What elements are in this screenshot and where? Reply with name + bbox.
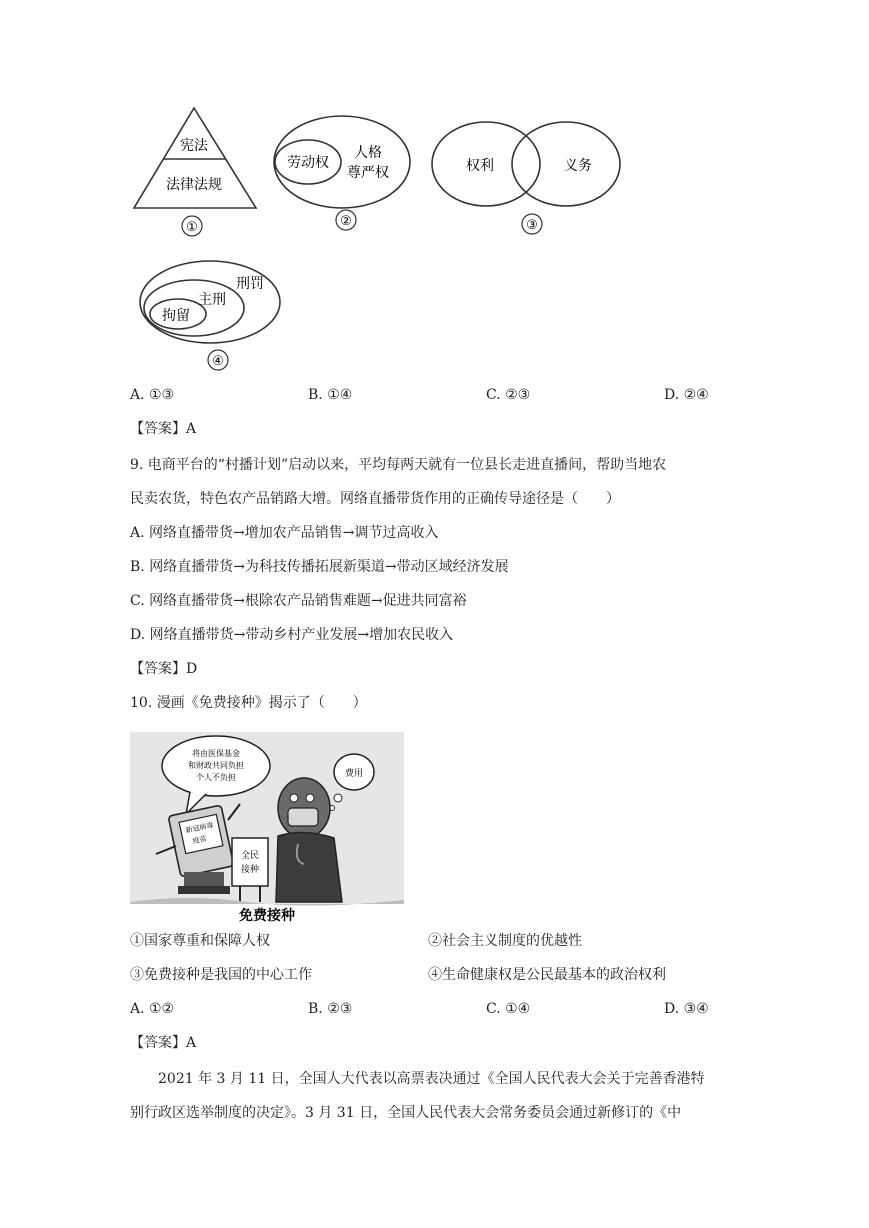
q8-option-c[interactable]: C. ②③ [486, 387, 531, 403]
diagram-3-venn [428, 116, 626, 238]
q8-option-a[interactable]: A. ①③ [130, 387, 175, 403]
diagram-2-outer-label-1: 人格 [354, 145, 382, 161]
diagram-4-number: ④ [212, 354, 224, 369]
cartoon-sign-line-2: 接种 [240, 865, 260, 875]
diagram-2-inner-label: 劳动权 [287, 155, 329, 171]
q9-stem-line-2: 民卖农货，特色农产品销路大增。网络直播带货作用的正确传导途径是（ ） [130, 491, 620, 507]
q10-statement-4: ④生命健康权是公民最基本的政治权利 [428, 967, 666, 983]
cartoon-machine-label-1: 新冠病毒 [185, 821, 215, 835]
q10-statement-2: ②社会主义制度的优越性 [428, 933, 582, 949]
passage-line-1: 2021 年 3 月 11 日，全国人大代表以高票表决通过《全国人民代表大会关于完善香港特 [158, 1071, 705, 1087]
cartoon-machine-label-2: 疫苗 [191, 834, 208, 846]
diagram-2-number: ② [340, 214, 352, 229]
diagram-4-middle-label: 主刑 [198, 292, 226, 308]
diagram-1-bottom-label: 法律法规 [166, 177, 222, 193]
q10-cartoon-free-vaccination [128, 724, 406, 926]
cartoon-bubble-line-2: 和财政共同负担 [188, 761, 244, 770]
cartoon-bubble-line-3: 个人不负担 [196, 773, 236, 782]
cartoon-caption: 免费接种 [239, 908, 295, 924]
q10-option-c[interactable]: C. ①④ [486, 1001, 531, 1017]
q10-answer: 【答案】A [130, 1035, 197, 1051]
q9-option-a[interactable]: A. 网络直播带货→增加农产品销售→调节过高收入 [130, 525, 439, 541]
diagram-2-outer-label-2: 尊严权 [347, 165, 389, 181]
q9-option-c[interactable]: C. 网络直播带货→根除农产品销售难题→促进共同富裕 [130, 593, 467, 609]
q9-answer: 【答案】D [130, 661, 198, 677]
diagram-4-nested [138, 258, 286, 374]
diagram-2-ellipses [270, 112, 414, 234]
q10-option-d[interactable]: D. ③④ [664, 1001, 709, 1017]
diagram-3-number: ③ [526, 218, 538, 233]
q10-statement-1: ①国家尊重和保障人权 [130, 933, 270, 949]
diagram-4-outer-label: 刑罚 [236, 276, 264, 292]
q10-stem: 10. 漫画《免费接种》揭示了（ ） [130, 695, 367, 711]
passage-line-2: 别行政区选举制度的决定》。3 月 31 日，全国人民代表大会常务委员会通过新修订的《中 [130, 1105, 682, 1121]
cartoon-thought-bubble: 费用 [344, 769, 364, 779]
q10-option-b[interactable]: B. ②③ [308, 1001, 353, 1017]
q9-stem-line-1: 9. 电商平台的“村播计划”启动以来，平均每两天就有一位县长走进直播间，帮助当地农 [130, 457, 667, 473]
q9-option-b[interactable]: B. 网络直播带货→为科技传播拓展新渠道→带动区域经济发展 [130, 559, 509, 575]
cartoon-sign-line-1: 全民 [240, 851, 260, 861]
q8-answer: 【答案】A [130, 421, 197, 437]
diagram-1-number: ① [186, 220, 198, 235]
cartoon-bubble-line-1: 将由医保基金 [192, 749, 240, 758]
diagram-3-left-label: 权利 [466, 158, 494, 174]
diagram-1-top-label: 宪法 [180, 138, 208, 154]
q8-option-b[interactable]: B. ①④ [308, 387, 353, 403]
diagram-1-pyramid [130, 104, 260, 240]
q10-statement-3: ③免费接种是我国的中心工作 [130, 967, 312, 983]
diagram-3-right-label: 义务 [564, 158, 592, 174]
q9-option-d[interactable]: D. 网络直播带货→带动乡村产业发展→增加农民收入 [130, 627, 454, 643]
diagram-4-inner-label: 拘留 [162, 308, 190, 324]
q8-option-d[interactable]: D. ②④ [664, 387, 709, 403]
q10-option-a[interactable]: A. ①② [130, 1001, 175, 1017]
